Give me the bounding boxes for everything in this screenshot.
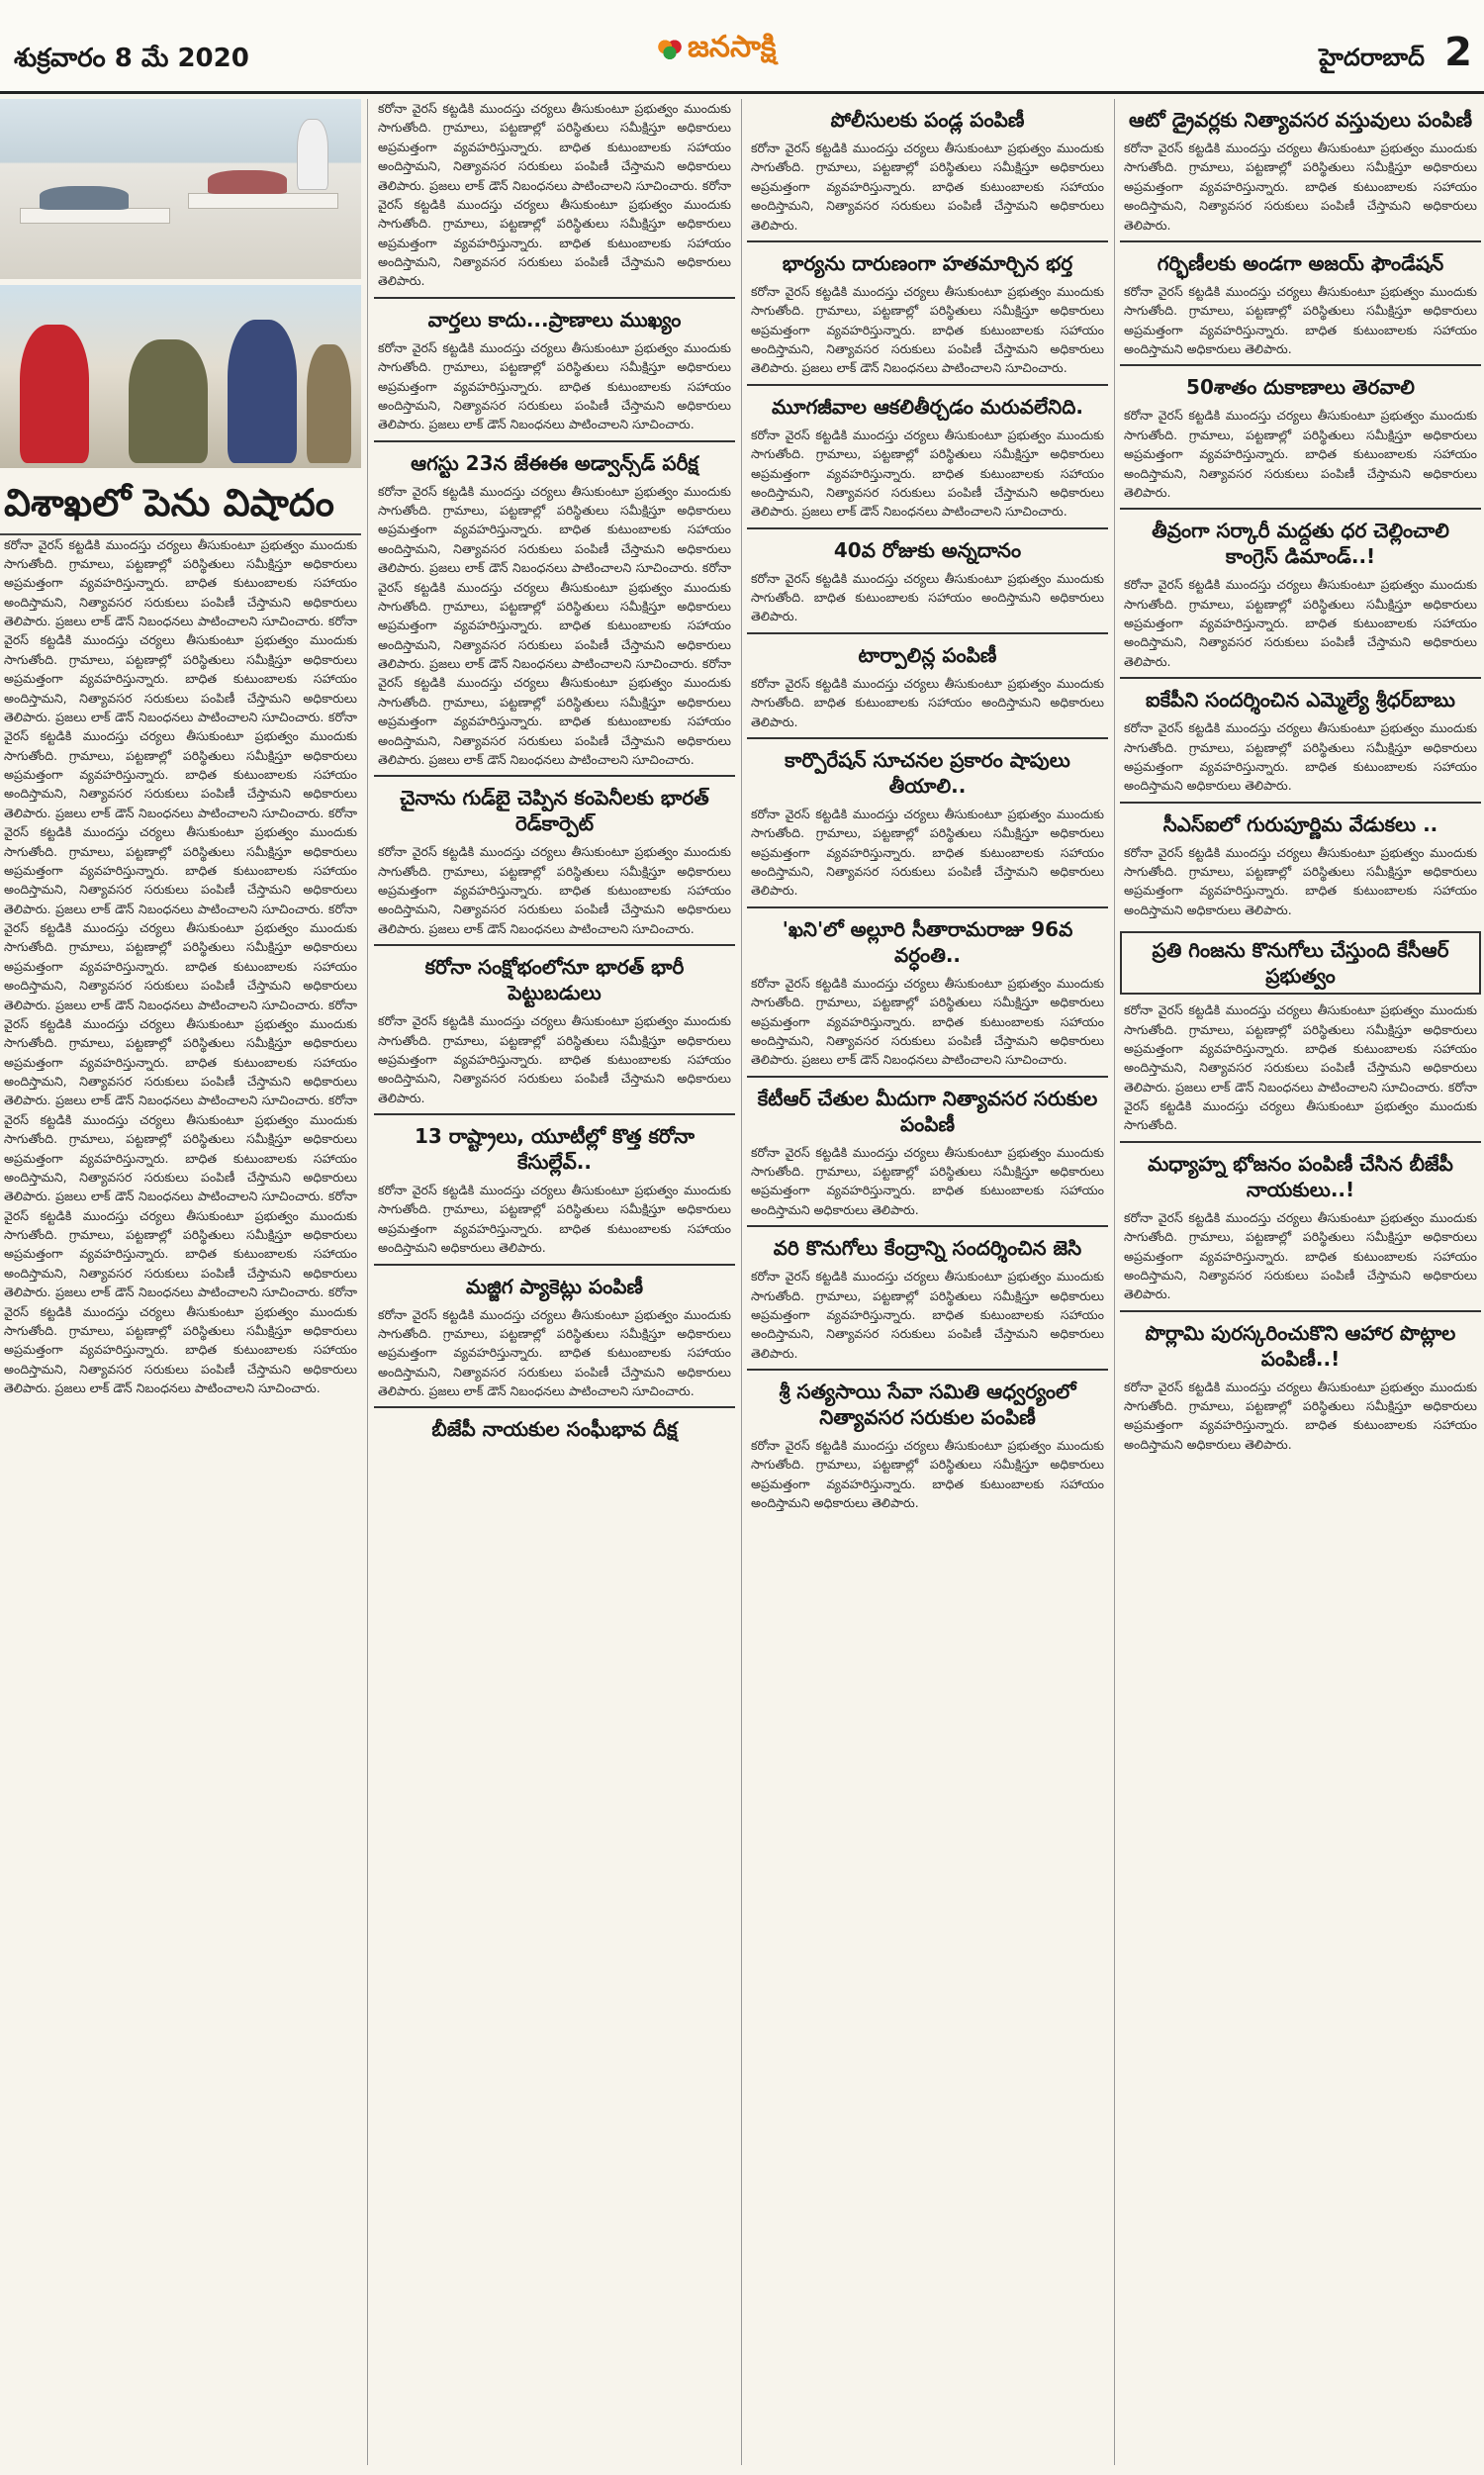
page-number: 2: [1444, 30, 1472, 75]
article-headline: పొర్లామి పురస్కరించుకొని ఆహార పొట్లాల పంపిణీ..!: [1120, 1310, 1481, 1378]
article-headline: భార్యను దారుణంగా హతమార్చిన భర్త: [747, 240, 1108, 282]
article-body: కరోనా వైరస్ కట్టడికి ముందస్తు చర్యలు తీసుకుంటూ ప్రభుత్వం ముందుకు సాగుతోంది. గ్రామాలు, పట్టణాల్లో పరిస్థితులు సమీక్షిస్తూ అధికారులు అప్రమత్తంగా వ్యవహరిస్తున్నారు. బాధిత కుటుంబాలకు సహాయం అందిస్తామని, నిత్యావసర సరుకులు పంపిణీ చేస్తామని అధికారులు తెలిపారు. ప్రజలు లాక్ డౌన్ నిబంధనలు పాటించాలని సూచించారు. కరోనా వైరస్ కట్టడికి ముందస్తు చర్యలు తీసుకుంటూ ప్రభుత్వం ముందుకు సాగుతోంది. గ్రామాలు, పట్టణాల్లో పరిస్థితులు సమీక్షిస్తూ అధికారులు అప్రమత్తంగా వ్యవహరిస్తున్నారు. బాధిత కుటుంబాలకు సహాయం అందిస్తామని, నిత్యావసర సరుకులు పంపిణీ చేస్తామని అధికారులు తెలిపారు. ప్రజలు లాక్ డౌన్ నిబంధనలు పాటించాలని సూచించారు. కరోనా వైరస్ కట్టడికి ముందస్తు చర్యలు తీసుకుంటూ ప్రభుత్వం ముందుకు సాగుతోంది. గ్రామాలు, పట్టణాల్లో పరిస్థితులు సమీక్షిస్తూ అధికారులు అప్రమత్తంగా వ్యవహరిస్తున్నారు. బాధిత కుటుంబాలకు సహాయం అందిస్తామని, నిత్యావసర సరుకులు పంపిణీ చేస్తామని అధికారులు తెలిపారు. ప్రజలు లాక్ డౌన్ నిబంధనలు పాటించాలని సూచించారు.: [378, 483, 731, 767]
article-body: కరోనా వైరస్ కట్టడికి ముందస్తు చర్యలు తీసుకుంటూ ప్రభుత్వం ముందుకు సాగుతోంది. గ్రామాలు, పట్టణాల్లో పరిస్థితులు సమీక్షిస్తూ అధికారులు అప్రమత్తంగా వ్యవహరిస్తున్నారు. బాధిత కుటుంబాలకు సహాయం అందిస్తామని అధికారులు తెలిపారు.: [751, 1438, 1104, 1511]
article-headline: సీఎస్ఐలో గురుపూర్ణిమ వేడుకలు ..: [1120, 802, 1481, 843]
article-body: కరోనా వైరస్ కట్టడికి ముందస్తు చర్యలు తీసుకుంటూ ప్రభుత్వం ముందుకు సాగుతోంది. బాధిత కుటుంబాలకు సహాయం అందిస్తామని అధికారులు తెలిపారు.: [751, 570, 1104, 624]
article-body: కరోనా వైరస్ కట్టడికి ముందస్తు చర్యలు తీసుకుంటూ ప్రభుత్వం ముందుకు సాగుతోంది. గ్రామాలు, పట్టణాల్లో పరిస్థితులు సమీక్షిస్తూ అధికారులు అప్రమత్తంగా వ్యవహరిస్తున్నారు. బాధిత కుటుంబాలకు సహాయం అందిస్తామని, నిత్యావసర సరుకులు పంపిణీ చేస్తామని అధికారులు తెలిపారు.: [751, 141, 1104, 233]
masthead: [0, 0, 1484, 94]
issue-date: శుక్రవారం 8 మే 2020: [14, 44, 249, 73]
article-body: కరోనా వైరస్ కట్టడికి ముందస్తు చర్యలు తీసుకుంటూ ప్రభుత్వం ముందుకు సాగుతోంది. గ్రామాలు, పట్టణాల్లో పరిస్థితులు సమీక్షిస్తూ అధికారులు అప్రమత్తంగా వ్యవహరిస్తున్నారు. బాధిత కుటుంబాలకు సహాయం అందిస్తామని అధికారులు తెలిపారు.: [1124, 283, 1477, 356]
article-body: కరోనా వైరస్ కట్టడికి ముందస్తు చర్యలు తీసుకుంటూ ప్రభుత్వం ముందుకు సాగుతోంది. గ్రామాలు, పట్టణాల్లో పరిస్థితులు సమీక్షిస్తూ అధికారులు అప్రమత్తంగా వ్యవహరిస్తున్నారు. బాధిత కుటుంబాలకు సహాయం అందిస్తామని, నిత్యావసర సరుకులు పంపిణీ చేస్తామని అధికారులు తెలిపారు.: [751, 806, 1104, 899]
article-body: కరోనా వైరస్ కట్టడికి ముందస్తు చర్యలు తీసుకుంటూ ప్రభుత్వం ముందుకు సాగుతోంది. గ్రామాలు, పట్టణాల్లో పరిస్థితులు సమీక్షిస్తూ అధికారులు అప్రమత్తంగా వ్యవహరిస్తున్నారు. బాధిత కుటుంబాలకు సహాయం అందిస్తామని అధికారులు తెలిపారు.: [378, 1183, 731, 1256]
article-body: కరోనా వైరస్ కట్టడికి ముందస్తు చర్యలు తీసుకుంటూ ప్రభుత్వం ముందుకు సాగుతోంది. గ్రామాలు, పట్టణాల్లో పరిస్థితులు సమీక్షిస్తూ అధికారులు అప్రమత్తంగా వ్యవహరిస్తున్నారు. బాధిత కుటుంబాలకు సహాయం అందిస్తామని, నిత్యావసర సరుకులు పంపిణీ చేస్తామని అధికారులు తెలిపారు.: [378, 1013, 731, 1105]
lead-article-body: కరోనా వైరస్ కట్టడికి ముందస్తు చర్యలు తీసుకుంటూ ప్రభుత్వం ముందుకు సాగుతోంది. గ్రామాలు, పట్టణాల్లో పరిస్థితులు సమీక్షిస్తూ అధికారులు అప్రమత్తంగా వ్యవహరిస్తున్నారు. బాధిత కుటుంబాలకు సహాయం అందిస్తామని, నిత్యావసర సరుకులు పంపిణీ చేస్తామని అధికారులు తెలిపారు. ప్రజలు లాక్ డౌన్ నిబంధనలు పాటించాలని సూచించారు. కరోనా వైరస్ కట్టడికి ముందస్తు చర్యలు తీసుకుంటూ ప్రభుత్వం ముందుకు సాగుతోంది. గ్రామాలు, పట్టణాల్లో పరిస్థితులు సమీక్షిస్తూ అధికారులు అప్రమత్తంగా వ్యవహరిస్తున్నారు. బాధిత కుటుంబాలకు సహాయం అందిస్తామని, నిత్యావసర సరుకులు పంపిణీ చేస్తామని అధికారులు తెలిపారు. ప్రజలు లాక్ డౌన్ నిబంధనలు పాటించాలని సూచించారు. కరోనా వైరస్ కట్టడికి ముందస్తు చర్యలు తీసుకుంటూ ప్రభుత్వం ముందుకు సాగుతోంది. గ్రామాలు, పట్టణాల్లో పరిస్థితులు సమీక్షిస్తూ అధికారులు అప్రమత్తంగా వ్యవహరిస్తున్నారు. బాధిత కుటుంబాలకు సహాయం అందిస్తామని, నిత్యావసర సరుకులు పంపిణీ చేస్తామని అధికారులు తెలిపారు. ప్రజలు లాక్ డౌన్ నిబంధనలు పాటించాలని సూచించారు. కరోనా వైరస్ కట్టడికి ముందస్తు చర్యలు తీసుకుంటూ ప్రభుత్వం ముందుకు సాగుతోంది. గ్రామాలు, పట్టణాల్లో పరిస్థితులు సమీక్షిస్తూ అధికారులు అప్రమత్తంగా వ్యవహరిస్తున్నారు. బాధిత కుటుంబాలకు సహాయం అందిస్తామని, నిత్యావసర సరుకులు పంపిణీ చేస్తామని అధికారులు తెలిపారు. ప్రజలు లాక్ డౌన్ నిబంధనలు పాటించాలని సూచించారు. కరోనా వైరస్ కట్టడికి ముందస్తు చర్యలు తీసుకుంటూ ప్రభుత్వం ముందుకు సాగుతోంది. గ్రామాలు, పట్టణాల్లో పరిస్థితులు సమీక్షిస్తూ అధికారులు అప్రమత్తంగా వ్యవహరిస్తున్నారు. బాధిత కుటుంబాలకు సహాయం అందిస్తామని, నిత్యావసర సరుకులు పంపిణీ చేస్తామని అధికారులు తెలిపారు. ప్రజలు లాక్ డౌన్ నిబంధనలు పాటించాలని సూచించారు. కరోనా వైరస్ కట్టడికి ముందస్తు చర్యలు తీసుకుంటూ ప్రభుత్వం ముందుకు సాగుతోంది. గ్రామాలు, పట్టణాల్లో పరిస్థితులు సమీక్షిస్తూ అధికారులు అప్రమత్తంగా వ్యవహరిస్తున్నారు. బాధిత కుటుంబాలకు సహాయం అందిస్తామని, నిత్యావసర సరుకులు పంపిణీ చేస్తామని అధికారులు తెలిపారు. ప్రజలు లాక్ డౌన్ నిబంధనలు పాటించాలని సూచించారు. కరోనా వైరస్ కట్టడికి ముందస్తు చర్యలు తీసుకుంటూ ప్రభుత్వం ముందుకు సాగుతోంది. గ్రామాలు, పట్టణాల్లో పరిస్థితులు సమీక్షిస్తూ అధికారులు అప్రమత్తంగా వ్యవహరిస్తున్నారు. బాధిత కుటుంబాలకు సహాయం అందిస్తామని, నిత్యావసర సరుకులు పంపిణీ చేస్తామని అధికారులు తెలిపారు. ప్రజలు లాక్ డౌన్ నిబంధనలు పాటించాలని సూచించారు. కరోనా వైరస్ కట్టడికి ముందస్తు చర్యలు తీసుకుంటూ ప్రభుత్వం ముందుకు సాగుతోంది. గ్రామాలు, పట్టణాల్లో పరిస్థితులు సమీక్షిస్తూ అధికారులు అప్రమత్తంగా వ్యవహరిస్తున్నారు. బాధిత కుటుంబాలకు సహాయం అందిస్తామని, నిత్యావసర సరుకులు పంపిణీ చేస్తామని అధికారులు తెలిపారు. ప్రజలు లాక్ డౌన్ నిబంధనలు పాటించాలని సూచించారు. కరోనా వైరస్ కట్టడికి ముందస్తు చర్యలు తీసుకుంటూ ప్రభుత్వం ముందుకు సాగుతోంది. గ్రామాలు, పట్టణాల్లో పరిస్థితులు సమీక్షిస్తూ అధికారులు అప్రమత్తంగా వ్యవహరిస్తున్నారు. బాధిత కుటుంబాలకు సహాయం అందిస్తామని, నిత్యావసర సరుకులు పంపిణీ చేస్తామని అధికారులు తెలిపారు. ప్రజలు లాక్ డౌన్ నిబంధనలు పాటించాలని సూచించారు.: [4, 536, 357, 1395]
article-headline: 40వ రోజుకు అన్నదానం: [747, 527, 1108, 569]
article-body: కరోనా వైరస్ కట్టడికి ముందస్తు చర్యలు తీసుకుంటూ ప్రభుత్వం ముందుకు సాగుతోంది. గ్రామాలు, పట్టణాల్లో పరిస్థితులు సమీక్షిస్తూ అధికారులు అప్రమత్తంగా వ్యవహరిస్తున్నారు. బాధిత కుటుంబాలకు సహాయం అందిస్తామని, నిత్యావసర సరుకులు పంపిణీ చేస్తామని అధికారులు తెలిపారు.: [751, 1269, 1104, 1361]
article-body: కరోనా వైరస్ కట్టడికి ముందస్తు చర్యలు తీసుకుంటూ ప్రభుత్వం ముందుకు సాగుతోంది. గ్రామాలు, పట్టణాల్లో పరిస్థితులు సమీక్షిస్తూ అధికారులు అప్రమత్తంగా వ్యవహరిస్తున్నారు. బాధిత కుటుంబాలకు సహాయం అందిస్తామని, నిత్యావసర సరుకులు పంపిణీ చేస్తామని అధికారులు తెలిపారు. ప్రజలు లాక్ డౌన్ నిబంధనలు పాటించాలని సూచించారు.: [378, 1306, 731, 1398]
article-headline: కేటీఆర్ చేతుల మీదుగా నిత్యావసర సరుకుల పంపిణీ: [747, 1076, 1108, 1143]
article-body: కరోనా వైరస్ కట్టడికి ముందస్తు చర్యలు తీసుకుంటూ ప్రభుత్వం ముందుకు సాగుతోంది. గ్రామాలు, పట్టణాల్లో పరిస్థితులు సమీక్షిస్తూ అధికారులు అప్రమత్తంగా వ్యవహరిస్తున్నారు. బాధిత కుటుంబాలకు సహాయం అందిస్తామని, నిత్యావసర సరుకులు పంపిణీ చేస్తామని అధికారులు తెలిపారు.: [1124, 577, 1477, 669]
logo-text: జనసాక్షి: [688, 30, 777, 64]
column-divider: [367, 99, 368, 2465]
edition-city: హైదరాబాద్: [1319, 44, 1425, 71]
article-body: కరోనా వైరస్ కట్టడికి ముందస్తు చర్యలు తీసుకుంటూ ప్రభుత్వం ముందుకు సాగుతోంది. గ్రామాలు, పట్టణాల్లో పరిస్థితులు సమీక్షిస్తూ అధికారులు అప్రమత్తంగా వ్యవహరిస్తున్నారు. బాధిత కుటుంబాలకు సహాయం అందిస్తామని, నిత్యావసర సరుకులు పంపిణీ చేస్తామని అధికారులు తెలిపారు. ప్రజలు లాక్ డౌన్ నిబంధనలు పాటించాలని సూచించారు. కరోనా వైరస్ కట్టడికి ముందస్తు చర్యలు తీసుకుంటూ ప్రభుత్వం ముందుకు సాగుతోంది.: [1124, 1002, 1477, 1133]
article-body: కరోనా వైరస్ కట్టడికి ముందస్తు చర్యలు తీసుకుంటూ ప్రభుత్వం ముందుకు సాగుతోంది. గ్రామాలు, పట్టణాల్లో పరిస్థితులు సమీక్షిస్తూ అధికారులు అప్రమత్తంగా వ్యవహరిస్తున్నారు. బాధిత కుటుంబాలకు సహాయం అందిస్తామని అధికారులు తెలిపారు.: [1124, 844, 1477, 917]
article-headline: మధ్యాహ్న భోజనం పంపిణీ చేసిన బీజేపీ నాయకులు..!: [1120, 1141, 1481, 1208]
article-headline: పోలీసులకు పండ్ల పంపిణీ: [830, 108, 1025, 132]
article-headline: బీజేపీ నాయకుల సంఘీభావ దీక్ష: [374, 1406, 735, 1448]
newspaper-logo: [658, 30, 826, 71]
article-headline: 'ఖని'లో అల్లూరి సీతారామరాజు 96వ వర్ధంతి..: [747, 906, 1108, 974]
article-headline: ప్రతి గింజను కొనుగోలు చేస్తుంది కేసీఆర్ ప్రభుత్వం: [1120, 931, 1481, 995]
article-headline: చైనాను గుడ్‌బై చెప్పిన కంపెనీలకు భారత్ రెడ్‌కార్పెట్: [374, 775, 735, 842]
article-headline: కార్పొరేషన్ సూచనల ప్రకారం షాపులు తీయాలి..: [747, 737, 1108, 805]
article-headline: ఆటో డ్రైవర్లకు నిత్యావసర వస్తువులు పంపిణీ: [1129, 108, 1472, 132]
article-headline: టార్పాలిన్ల పంపిణీ: [747, 632, 1108, 674]
article-headline: 50శాతం దుకాణాలు తెరవాలి: [1120, 364, 1481, 406]
article-headline: ఐకేపీని సందర్శించిన ఎమ్మెల్యే శ్రీధర్‌బాబు: [1120, 677, 1481, 718]
article-body: కరోనా వైరస్ కట్టడికి ముందస్తు చర్యలు తీసుకుంటూ ప్రభుత్వం ముందుకు సాగుతోంది. గ్రామాలు, పట్టణాల్లో పరిస్థితులు సమీక్షిస్తూ అధికారులు అప్రమత్తంగా వ్యవహరిస్తున్నారు. బాధిత కుటుంబాలకు సహాయం అందిస్తామని, నిత్యావసర సరుకులు పంపిణీ చేస్తామని అధికారులు తెలిపారు. ప్రజలు లాక్ డౌన్ నిబంధనలు పాటించాలని సూచించారు. కరోనా వైరస్ కట్టడికి ముందస్తు చర్యలు తీసుకుంటూ ప్రభుత్వం ముందుకు సాగుతోంది. గ్రామాలు, పట్టణాల్లో పరిస్థితులు సమీక్షిస్తూ అధికారులు అప్రమత్తంగా వ్యవహరిస్తున్నారు. బాధిత కుటుంబాలకు సహాయం అందిస్తామని, నిత్యావసర సరుకులు పంపిణీ చేస్తామని అధికారులు తెలిపారు.: [378, 101, 731, 289]
article-headline: 13 రాష్ట్రాలు, యూటీల్లో కొత్త కరోనా కేసుల్లేవ్..: [374, 1113, 735, 1181]
column-divider: [741, 99, 742, 2465]
article-headline: వార్తలు కాదు...ప్రాణాలు ముఖ్యం: [374, 297, 735, 338]
column-4: [1120, 99, 1481, 2465]
column-2: [374, 99, 735, 2465]
lead-headline: విశాఖలో పెను విషాదం: [0, 468, 361, 535]
evacuation-photo: [0, 285, 361, 468]
article-body: కరోనా వైరస్ కట్టడికి ముందస్తు చర్యలు తీసుకుంటూ ప్రభుత్వం ముందుకు సాగుతోంది. గ్రామాలు, పట్టణాల్లో పరిస్థితులు సమీక్షిస్తూ అధికారులు అప్రమత్తంగా వ్యవహరిస్తున్నారు. బాధిత కుటుంబాలకు సహాయం అందిస్తామని, నిత్యావసర సరుకులు పంపిణీ చేస్తామని అధికారులు తెలిపారు.: [1124, 141, 1477, 233]
article-headline: శ్రీ సత్యసాయి సేవా సమితి ఆధ్వర్యంలో నిత్యావసర సరుకుల పంపిణీ: [747, 1369, 1108, 1436]
article-body: కరోనా వైరస్ కట్టడికి ముందస్తు చర్యలు తీసుకుంటూ ప్రభుత్వం ముందుకు సాగుతోంది. గ్రామాలు, పట్టణాల్లో పరిస్థితులు సమీక్షిస్తూ అధికారులు అప్రమత్తంగా వ్యవహరిస్తున్నారు. బాధిత కుటుంబాలకు సహాయం అందిస్తామని, నిత్యావసర సరుకులు పంపిణీ చేస్తామని అధికారులు తెలిపారు.: [1124, 1209, 1477, 1302]
article-body: కరోనా వైరస్ కట్టడికి ముందస్తు చర్యలు తీసుకుంటూ ప్రభుత్వం ముందుకు సాగుతోంది. గ్రామాలు, పట్టణాల్లో పరిస్థితులు సమీక్షిస్తూ అధికారులు అప్రమత్తంగా వ్యవహరిస్తున్నారు. బాధిత కుటుంబాలకు సహాయం అందిస్తామని అధికారులు తెలిపారు.: [1124, 720, 1477, 794]
logo-flower-icon: [658, 39, 682, 62]
article-body: కరోనా వైరస్ కట్టడికి ముందస్తు చర్యలు తీసుకుంటూ ప్రభుత్వం ముందుకు సాగుతోంది. గ్రామాలు, పట్టణాల్లో పరిస్థితులు సమీక్షిస్తూ అధికారులు అప్రమత్తంగా వ్యవహరిస్తున్నారు. బాధిత కుటుంబాలకు సహాయం అందిస్తామని అధికారులు తెలిపారు.: [751, 1144, 1104, 1217]
article-headline: మజ్జిగ ప్యాకెట్లు పంపిణీ: [374, 1264, 735, 1305]
column-1: [0, 99, 361, 2465]
hospital-photo: [0, 99, 361, 279]
column-divider: [1114, 99, 1115, 2465]
article-headline: వరి కొనుగోలు కేంద్రాన్ని సందర్శించిన జెసి: [747, 1225, 1108, 1267]
article-headline: గర్భిణీలకు అండగా అజయ్ ఫౌండేషన్: [1120, 240, 1481, 282]
article-body: కరోనా వైరస్ కట్టడికి ముందస్తు చర్యలు తీసుకుంటూ ప్రభుత్వం ముందుకు సాగుతోంది. గ్రామాలు, పట్టణాల్లో పరిస్థితులు సమీక్షిస్తూ అధికారులు అప్రమత్తంగా వ్యవహరిస్తున్నారు. బాధిత కుటుంబాలకు సహాయం అందిస్తామని, నిత్యావసర సరుకులు పంపిణీ చేస్తామని అధికారులు తెలిపారు. ప్రజలు లాక్ డౌన్ నిబంధనలు పాటించాలని సూచించారు.: [378, 844, 731, 936]
article-body: కరోనా వైరస్ కట్టడికి ముందస్తు చర్యలు తీసుకుంటూ ప్రభుత్వం ముందుకు సాగుతోంది. గ్రామాలు, పట్టణాల్లో పరిస్థితులు సమీక్షిస్తూ అధికారులు అప్రమత్తంగా వ్యవహరిస్తున్నారు. బాధిత కుటుంబాలకు సహాయం అందిస్తామని, నిత్యావసర సరుకులు పంపిణీ చేస్తామని అధికారులు తెలిపారు. ప్రజలు లాక్ డౌన్ నిబంధనలు పాటించాలని సూచించారు.: [751, 283, 1104, 376]
article-body: కరోనా వైరస్ కట్టడికి ముందస్తు చర్యలు తీసుకుంటూ ప్రభుత్వం ముందుకు సాగుతోంది. గ్రామాలు, పట్టణాల్లో పరిస్థితులు సమీక్షిస్తూ అధికారులు అప్రమత్తంగా వ్యవహరిస్తున్నారు. బాధిత కుటుంబాలకు సహాయం అందిస్తామని, నిత్యావసర సరుకులు పంపిణీ చేస్తామని అధికారులు తెలిపారు. ప్రజలు లాక్ డౌన్ నిబంధనలు పాటించాలని సూచించారు.: [378, 339, 731, 432]
article-headline: మూగజీవాల ఆకలితీర్చడం మరువలేనిది.: [747, 384, 1108, 426]
article-body: కరోనా వైరస్ కట్టడికి ముందస్తు చర్యలు తీసుకుంటూ ప్రభుత్వం ముందుకు సాగుతోంది. గ్రామాలు, పట్టణాల్లో పరిస్థితులు సమీక్షిస్తూ అధికారులు అప్రమత్తంగా వ్యవహరిస్తున్నారు. బాధిత కుటుంబాలకు సహాయం అందిస్తామని అధికారులు తెలిపారు.: [1124, 1379, 1477, 1452]
article-headline: ఆగస్టు 23న జేఈఈ అడ్వాన్స్‌డ్ పరీక్ష: [374, 440, 735, 482]
article-body: కరోనా వైరస్ కట్టడికి ముందస్తు చర్యలు తీసుకుంటూ ప్రభుత్వం ముందుకు సాగుతోంది. బాధిత కుటుంబాలకు సహాయం అందిస్తామని అధికారులు తెలిపారు.: [751, 675, 1104, 729]
article-body: కరోనా వైరస్ కట్టడికి ముందస్తు చర్యలు తీసుకుంటూ ప్రభుత్వం ముందుకు సాగుతోంది. గ్రామాలు, పట్టణాల్లో పరిస్థితులు సమీక్షిస్తూ అధికారులు అప్రమత్తంగా వ్యవహరిస్తున్నారు. బాధిత కుటుంబాలకు సహాయం అందిస్తామని, నిత్యావసర సరుకులు పంపిణీ చేస్తామని అధికారులు తెలిపారు.: [1124, 408, 1477, 500]
column-3: [747, 99, 1108, 2465]
article-headline: కరోనా సంక్షోభంలోనూ భారత్ భారీ పెట్టుబడులు: [374, 944, 735, 1011]
article-headline: తీవ్రంగా సర్కారీ మద్దతు ధర చెల్లించాలి కాంగ్రెస్ డిమాండ్..!: [1120, 508, 1481, 575]
article-body: కరోనా వైరస్ కట్టడికి ముందస్తు చర్యలు తీసుకుంటూ ప్రభుత్వం ముందుకు సాగుతోంది. గ్రామాలు, పట్టణాల్లో పరిస్థితులు సమీక్షిస్తూ అధికారులు అప్రమత్తంగా వ్యవహరిస్తున్నారు. బాధిత కుటుంబాలకు సహాయం అందిస్తామని, నిత్యావసర సరుకులు పంపిణీ చేస్తామని అధికారులు తెలిపారు. ప్రజలు లాక్ డౌన్ నిబంధనలు పాటించాలని సూచించారు.: [751, 975, 1104, 1068]
article-body: కరోనా వైరస్ కట్టడికి ముందస్తు చర్యలు తీసుకుంటూ ప్రభుత్వం ముందుకు సాగుతోంది. గ్రామాలు, పట్టణాల్లో పరిస్థితులు సమీక్షిస్తూ అధికారులు అప్రమత్తంగా వ్యవహరిస్తున్నారు. బాధిత కుటుంబాలకు సహాయం అందిస్తామని, నిత్యావసర సరుకులు పంపిణీ చేస్తామని అధికారులు తెలిపారు. ప్రజలు లాక్ డౌన్ నిబంధనలు పాటించాలని సూచించారు.: [751, 427, 1104, 520]
